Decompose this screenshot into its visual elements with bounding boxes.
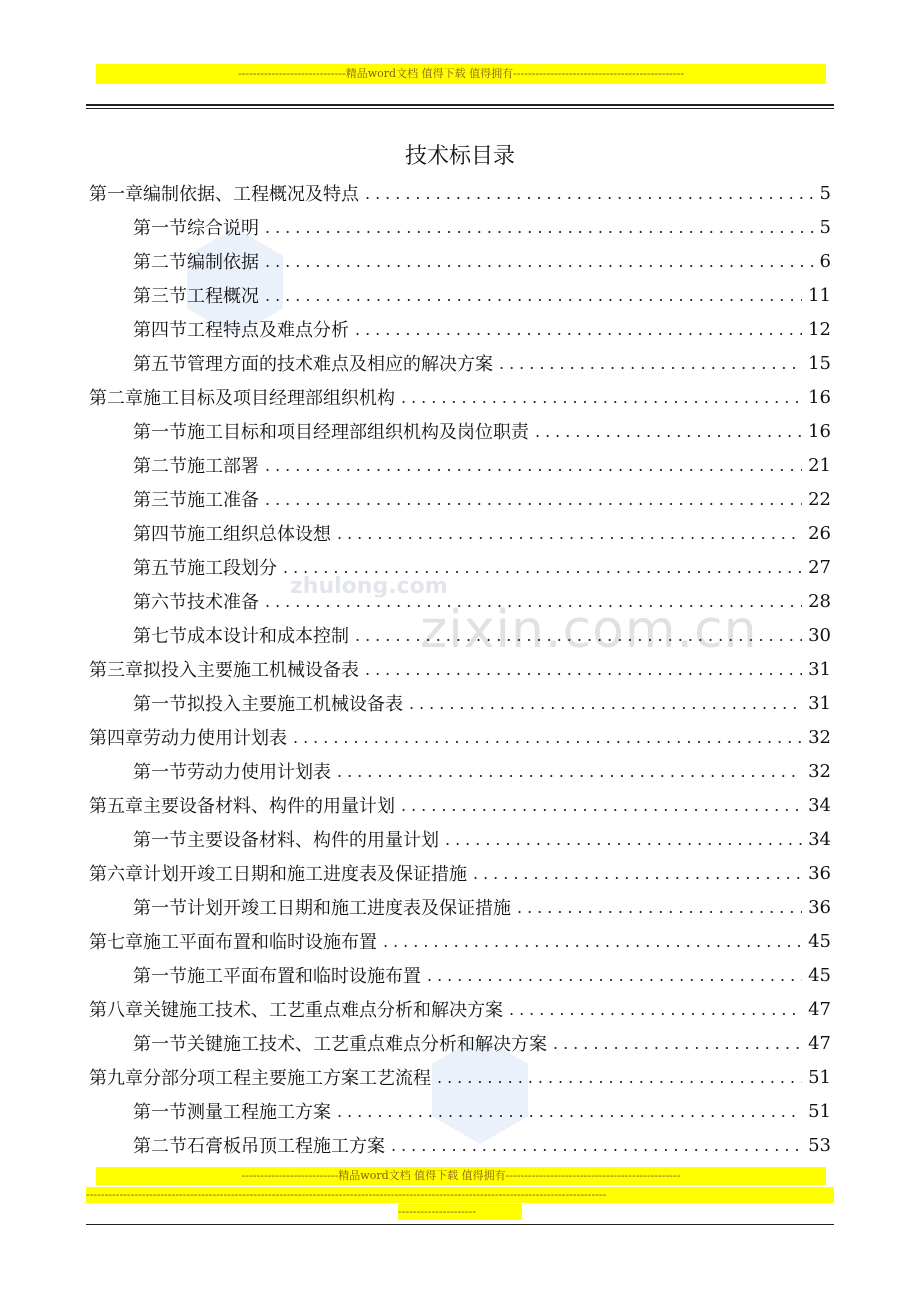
- toc-section-entry[interactable]: [89, 1094, 831, 1128]
- toc-entry-title: 施工平面布置和临时设施布置: [143, 932, 377, 953]
- header-banner: -----------------------------精品word文档 值得下载 值得拥有----------------------------------------------: [96, 64, 826, 84]
- toc-leader-dots: [409, 694, 802, 713]
- toc-entry-title: 劳动力使用计划表: [143, 728, 287, 749]
- toc-section-entry[interactable]: [89, 312, 831, 346]
- watermark-text: zixin.com.cn: [420, 600, 758, 660]
- toc-section-entry[interactable]: [89, 1128, 831, 1162]
- toc-chapter-entry[interactable]: [89, 176, 831, 210]
- toc-page-number: 34: [808, 828, 831, 850]
- toc-leader-dots: [265, 286, 802, 305]
- toc-entry-number: 第一节: [133, 1034, 187, 1055]
- toc-chapter-entry[interactable]: [89, 652, 831, 686]
- toc-page-number: 12: [808, 318, 831, 340]
- toc-entry-number: 第四节: [133, 320, 187, 341]
- toc-leader-dots: [445, 830, 802, 849]
- toc-page-number: 51: [808, 1100, 831, 1122]
- toc-section-entry[interactable]: [89, 754, 831, 788]
- toc-entry-number: 第三节: [133, 286, 187, 307]
- toc-section-entry[interactable]: [89, 244, 831, 278]
- toc-entry-title: 计划开竣工日期和施工进度表及保证措施: [187, 898, 511, 919]
- toc-page-number: 36: [808, 896, 831, 918]
- toc-entry-number: 第六节: [133, 592, 187, 613]
- toc-page-number: 5: [819, 182, 831, 204]
- toc-leader-dots: [265, 252, 814, 271]
- toc-chapter-entry[interactable]: [89, 856, 831, 890]
- toc-entry-title: 石膏板吊顶工程施工方案: [187, 1136, 385, 1157]
- toc-leader-dots: [365, 184, 814, 203]
- toc-entry-number: 第一节: [133, 762, 187, 783]
- toc-entry-title: 成本设计和成本控制: [187, 626, 349, 647]
- toc-entry-number: 第二节: [133, 1136, 187, 1157]
- toc-leader-dots: [355, 320, 802, 339]
- toc-section-entry[interactable]: [89, 210, 831, 244]
- toc-entry-title: 测量工程施工方案: [187, 1102, 331, 1123]
- toc-leader-dots: [427, 966, 802, 985]
- toc-entry-number: 第一节: [133, 218, 187, 239]
- toc-entry-title: 工程概况: [187, 286, 259, 307]
- toc-entry-title: 施工目标及项目经理部组织机构: [143, 388, 395, 409]
- toc-section-entry[interactable]: [89, 618, 831, 652]
- toc-leader-dots: [265, 456, 802, 475]
- toc-chapter-entry[interactable]: [89, 380, 831, 414]
- toc-leader-dots: [337, 762, 802, 781]
- toc-leader-dots: [383, 932, 802, 951]
- toc-entry-number: 第一节: [133, 966, 187, 987]
- toc-entry-title: 施工平面布置和临时设施布置: [187, 966, 421, 987]
- toc-entry-number: 第五章: [89, 796, 143, 817]
- toc-section-entry[interactable]: [89, 516, 831, 550]
- toc-entry-number: 第一章: [89, 184, 143, 205]
- toc-page-number: 45: [808, 964, 831, 986]
- toc-chapter-entry[interactable]: [89, 720, 831, 754]
- toc-section-entry[interactable]: [89, 448, 831, 482]
- toc-page-number: 32: [808, 760, 831, 782]
- toc-leader-dots: [437, 1068, 802, 1087]
- toc-entry-title: 主要设备材料、构件的用量计划: [143, 796, 395, 817]
- toc-page-number: 34: [808, 794, 831, 816]
- toc-section-entry[interactable]: [89, 890, 831, 924]
- toc-leader-dots: [517, 898, 802, 917]
- toc-entry-title: 主要设备材料、构件的用量计划: [187, 830, 439, 851]
- toc-entry-number: 第一节: [133, 898, 187, 919]
- toc-entry-number: 第五节: [133, 354, 187, 375]
- toc-leader-dots: [553, 1034, 802, 1053]
- footer-banner: --------------------------精品word文档 值得下载 值得拥有-----------------------------------------------: [96, 1167, 826, 1185]
- toc-leader-dots: [337, 1102, 802, 1121]
- toc-entry-title: 拟投入主要施工机械设备表: [143, 660, 359, 681]
- toc-entry-number: 第一节: [133, 1102, 187, 1123]
- toc-chapter-entry[interactable]: [89, 992, 831, 1026]
- header-rule-bottom: [86, 108, 834, 109]
- toc-entry-title: 施工组织总体设想: [187, 524, 331, 545]
- header-rule-top: [86, 104, 834, 106]
- toc-leader-dots: [401, 796, 802, 815]
- toc-page-number: 16: [808, 386, 831, 408]
- toc-entry-title: 施工目标和项目经理部组织机构及岗位职责: [187, 422, 529, 443]
- toc-leader-dots: [473, 864, 802, 883]
- toc-entry-number: 第一节: [133, 830, 187, 851]
- toc-leader-dots: [401, 388, 802, 407]
- toc-entry-number: 第二节: [133, 456, 187, 477]
- toc-page-number: 47: [808, 998, 831, 1020]
- toc-leader-dots: [499, 354, 802, 373]
- toc-section-entry[interactable]: [89, 584, 831, 618]
- document-title: 技术标目录: [404, 144, 515, 169]
- toc-entry-number: 第一节: [133, 694, 187, 715]
- footer-rule: [86, 1224, 834, 1225]
- toc-page-number: 31: [808, 658, 831, 680]
- toc-section-entry[interactable]: [89, 278, 831, 312]
- toc-entry-title: 技术准备: [187, 592, 259, 613]
- toc-entry-number: 第三章: [89, 660, 143, 681]
- toc-entry-number: 第四节: [133, 524, 187, 545]
- toc-entry-title: 工程特点及难点分析: [187, 320, 349, 341]
- toc-entry-title: 关键施工技术、工艺重点难点分析和解决方案: [143, 1000, 503, 1021]
- toc-leader-dots: [265, 592, 802, 611]
- toc-entry-title: 综合说明: [187, 218, 259, 239]
- toc-chapter-entry[interactable]: [89, 924, 831, 958]
- toc-section-entry[interactable]: [89, 1026, 831, 1060]
- toc-leader-dots: [293, 728, 802, 747]
- toc-leader-dots: [535, 422, 802, 441]
- toc-entry-title: 编制依据、工程概况及特点: [143, 184, 359, 205]
- toc-page-number: 5: [819, 216, 831, 238]
- toc-entry-title: 施工部署: [187, 456, 259, 477]
- toc-page-number: 21: [808, 454, 831, 476]
- toc-page-number: 47: [808, 1032, 831, 1054]
- toc-entry-number: 第一节: [133, 422, 187, 443]
- toc-leader-dots: [283, 558, 802, 577]
- toc-leader-dots: [337, 524, 802, 543]
- toc-page-number: 28: [808, 590, 831, 612]
- toc-leader-dots: [391, 1136, 802, 1155]
- toc-page-number: 16: [808, 420, 831, 442]
- toc-entry-number: 第六章: [89, 864, 143, 885]
- toc-entry-title: 关键施工技术、工艺重点难点分析和解决方案: [187, 1034, 547, 1055]
- toc-entry-number: 第二节: [133, 252, 187, 273]
- toc-leader-dots: [509, 1000, 802, 1019]
- toc-leader-dots: [265, 218, 814, 237]
- toc-entry-number: 第八章: [89, 1000, 143, 1021]
- toc-entry-number: 第七章: [89, 932, 143, 953]
- toc-entry-title: 拟投入主要施工机械设备表: [187, 694, 403, 715]
- toc-entry-number: 第七节: [133, 626, 187, 647]
- toc-entry-number: 第五节: [133, 558, 187, 579]
- toc-entry-title: 施工段划分: [187, 558, 277, 579]
- toc-leader-dots: [355, 626, 802, 645]
- toc-section-entry[interactable]: [89, 550, 831, 584]
- toc-page-number: 15: [808, 352, 831, 374]
- toc-page-number: 11: [808, 284, 831, 306]
- toc-entry-title: 施工准备: [187, 490, 259, 511]
- toc-page-number: 31: [808, 692, 831, 714]
- toc-chapter-entry[interactable]: [89, 788, 831, 822]
- footer-banner-dashes: --------------------------------------------------------------------------------------------------------------------------------------------: [86, 1187, 834, 1203]
- toc-page-number: 32: [808, 726, 831, 748]
- toc-leader-dots: [365, 660, 802, 679]
- toc-page-number: 45: [808, 930, 831, 952]
- toc-page-number: 27: [808, 556, 831, 578]
- toc-page-number: 30: [808, 624, 831, 646]
- toc-leader-dots: [265, 490, 802, 509]
- toc-section-entry[interactable]: [89, 414, 831, 448]
- toc-section-entry[interactable]: [89, 346, 831, 380]
- toc-entry-number: 第二章: [89, 388, 143, 409]
- toc-entry-title: 管理方面的技术难点及相应的解决方案: [187, 354, 493, 375]
- toc-page-number: 26: [808, 522, 831, 544]
- toc-page-number: 6: [819, 250, 831, 272]
- toc-section-entry[interactable]: [89, 822, 831, 856]
- table-of-contents: [89, 176, 831, 1162]
- toc-page-number: 51: [808, 1066, 831, 1088]
- toc-entry-title: 劳动力使用计划表: [187, 762, 331, 783]
- watermark-small-text: zhulong.com: [290, 574, 448, 599]
- toc-page-number: 36: [808, 862, 831, 884]
- toc-section-entry[interactable]: [89, 958, 831, 992]
- toc-entry-number: 第三节: [133, 490, 187, 511]
- toc-entry-title: 分部分项工程主要施工方案工艺流程: [143, 1068, 431, 1089]
- footer-banner-dashes-end: ---------------------: [398, 1204, 522, 1220]
- toc-chapter-entry[interactable]: [89, 1060, 831, 1094]
- toc-page-number: 53: [808, 1134, 831, 1156]
- toc-page-number: 22: [808, 488, 831, 510]
- toc-section-entry[interactable]: [89, 482, 831, 516]
- toc-section-entry[interactable]: [89, 686, 831, 720]
- toc-entry-title: 编制依据: [187, 252, 259, 273]
- toc-entry-title: 计划开竣工日期和施工进度表及保证措施: [143, 864, 467, 885]
- toc-entry-number: 第九章: [89, 1068, 143, 1089]
- toc-entry-number: 第四章: [89, 728, 143, 749]
